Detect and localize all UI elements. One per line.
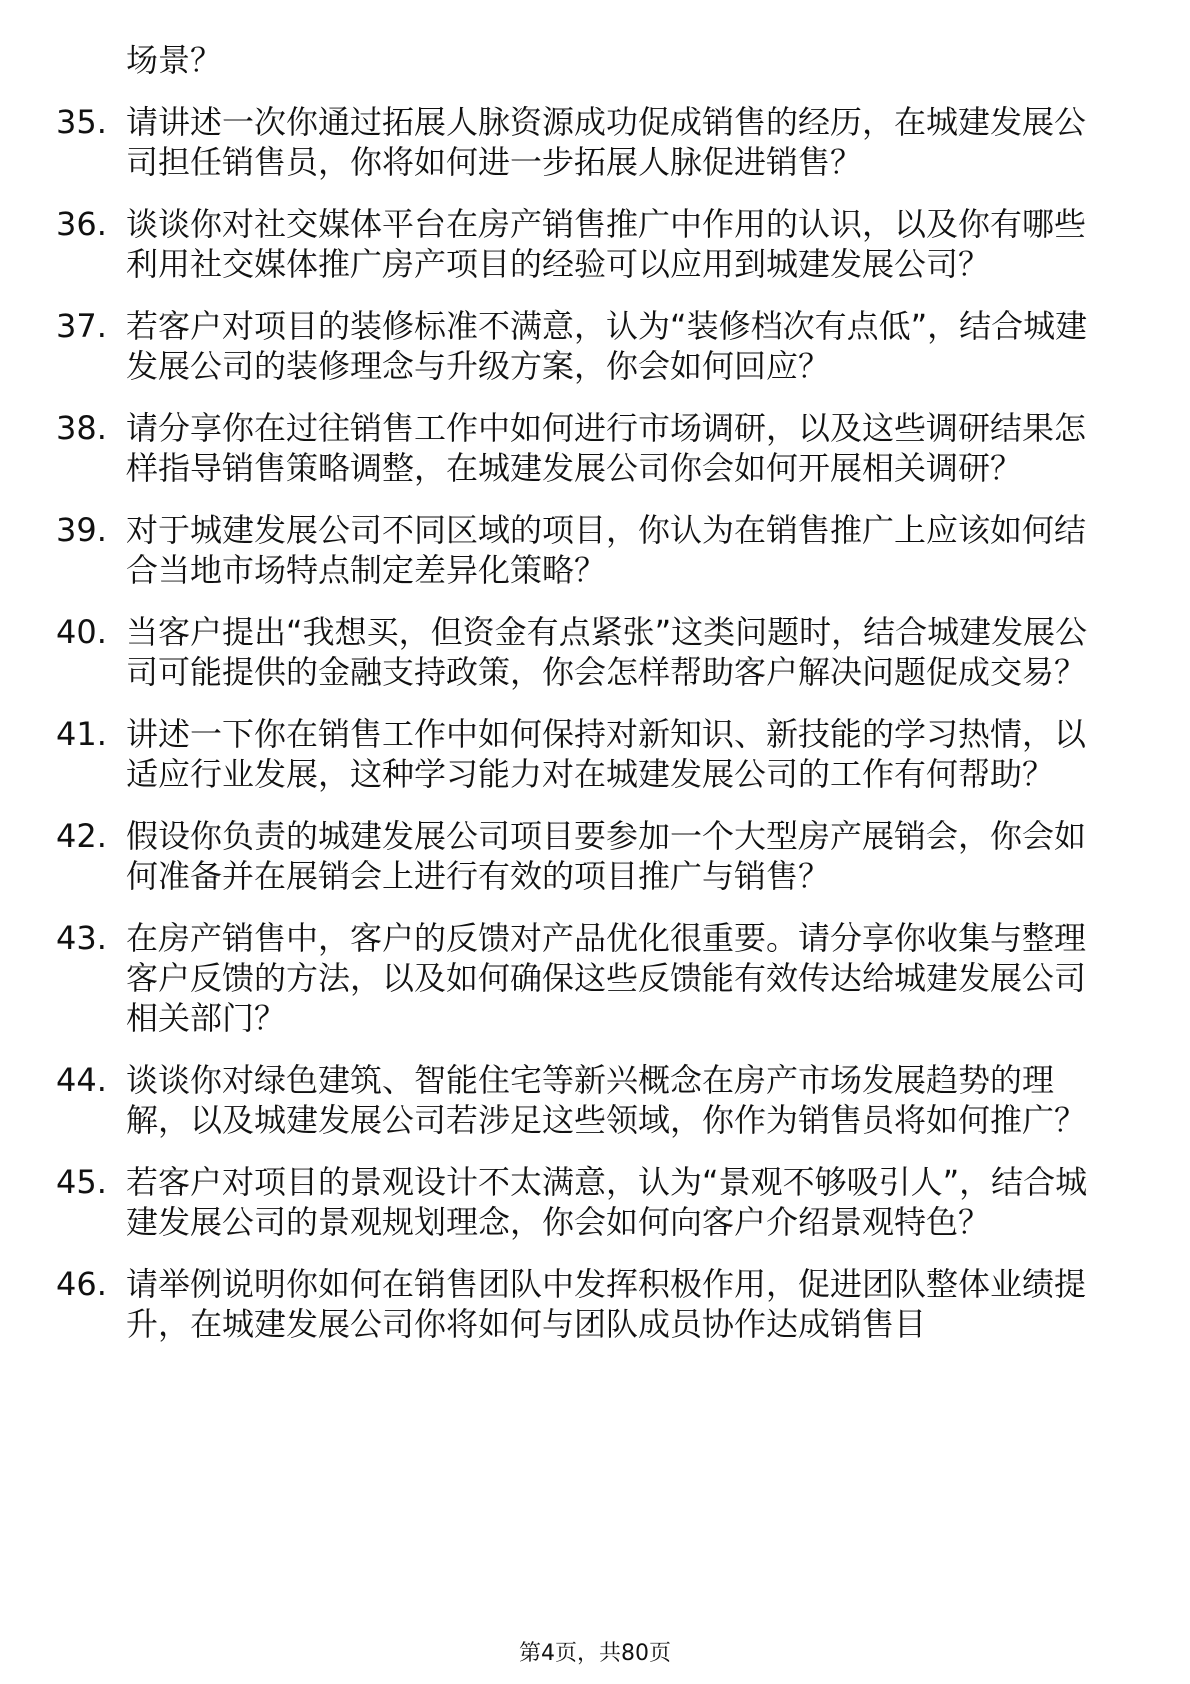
question-text: 请讲述一次你通过拓展人脉资源成功促成销售的经历，在城建发展公司担任销售员，你将如何进一步拓展人脉促进销售？ (126, 103, 1087, 181)
question-number: 43. (56, 919, 107, 957)
question-number: 39. (56, 511, 107, 549)
question-item (56, 1060, 1116, 1140)
question-number: 36. (56, 205, 107, 243)
page-footer: 第4页，共80页 (519, 1641, 671, 1666)
question-text: 谈谈你对绿色建筑、智能住宅等新兴概念在房产市场发展趋势的理解，以及城建发展公司若涉足这些领域，你作为销售员将如何推广？ (126, 1061, 1087, 1139)
question-item (56, 204, 1116, 284)
question-item (56, 1264, 1116, 1344)
question-item (56, 612, 1116, 692)
question-text: 谈谈你对社交媒体平台在房产销售推广中作用的认识，以及你有哪些利用社交媒体推广房产项目的经验可以应用到城建发展公司？ (126, 205, 1087, 283)
question-number: 41. (56, 715, 107, 753)
question-text: 若客户对项目的装修标准不满意，认为“装修档次有点低”，结合城建发展公司的装修理念与升级方案，你会如何回应？ (126, 307, 1088, 385)
question-list (56, 40, 1116, 1366)
question-number: 46. (56, 1265, 107, 1303)
question-number: 42. (56, 817, 107, 855)
question-item (56, 1162, 1116, 1242)
question-item (56, 816, 1116, 896)
question-item (56, 918, 1116, 1038)
question-text: 当客户提出“我想买，但资金有点紧张”这类问题时，结合城建发展公司可能提供的金融支持政策，你会怎样帮助客户解决问题促成交易？ (126, 613, 1088, 691)
question-item (56, 102, 1116, 182)
continuation-text: 场景？ (126, 41, 223, 79)
question-number: 40. (56, 613, 107, 651)
question-number: 37. (56, 307, 107, 345)
question-text: 请举例说明你如何在销售团队中发挥积极作用，促进团队整体业绩提升，在城建发展公司你将如何与团队成员协作达成销售目 (126, 1265, 1087, 1343)
question-text: 讲述一下你在销售工作中如何保持对新知识、新技能的学习热情，以适应行业发展，这种学习能力对在城建发展公司的工作有何帮助？ (126, 715, 1087, 793)
question-text: 请分享你在过往销售工作中如何进行市场调研，以及这些调研结果怎样指导销售策略调整，在城建发展公司你会如何开展相关调研？ (126, 409, 1087, 487)
question-text: 假设你负责的城建发展公司项目要参加一个大型房产展销会，你会如何准备并在展销会上进行有效的项目推广与销售？ (126, 817, 1087, 895)
question-number: 38. (56, 409, 107, 447)
question-item (56, 510, 1116, 590)
question-item (56, 408, 1116, 488)
question-text: 在房产销售中，客户的反馈对产品优化很重要。请分享你收集与整理客户反馈的方法，以及如何确保这些反馈能有效传达给城建发展公司相关部门？ (126, 919, 1087, 1037)
question-item (56, 306, 1116, 386)
question-item (56, 714, 1116, 794)
question-text: 对于城建发展公司不同区域的项目，你认为在销售推广上应该如何结合当地市场特点制定差异化策略？ (126, 511, 1087, 589)
question-number: 44. (56, 1061, 107, 1099)
question-number: 45. (56, 1163, 107, 1201)
question-text: 若客户对项目的景观设计不太满意，认为“景观不够吸引人”，结合城建发展公司的景观规划理念，你会如何向客户介绍景观特色？ (126, 1163, 1088, 1241)
question-number: 35. (56, 103, 107, 141)
